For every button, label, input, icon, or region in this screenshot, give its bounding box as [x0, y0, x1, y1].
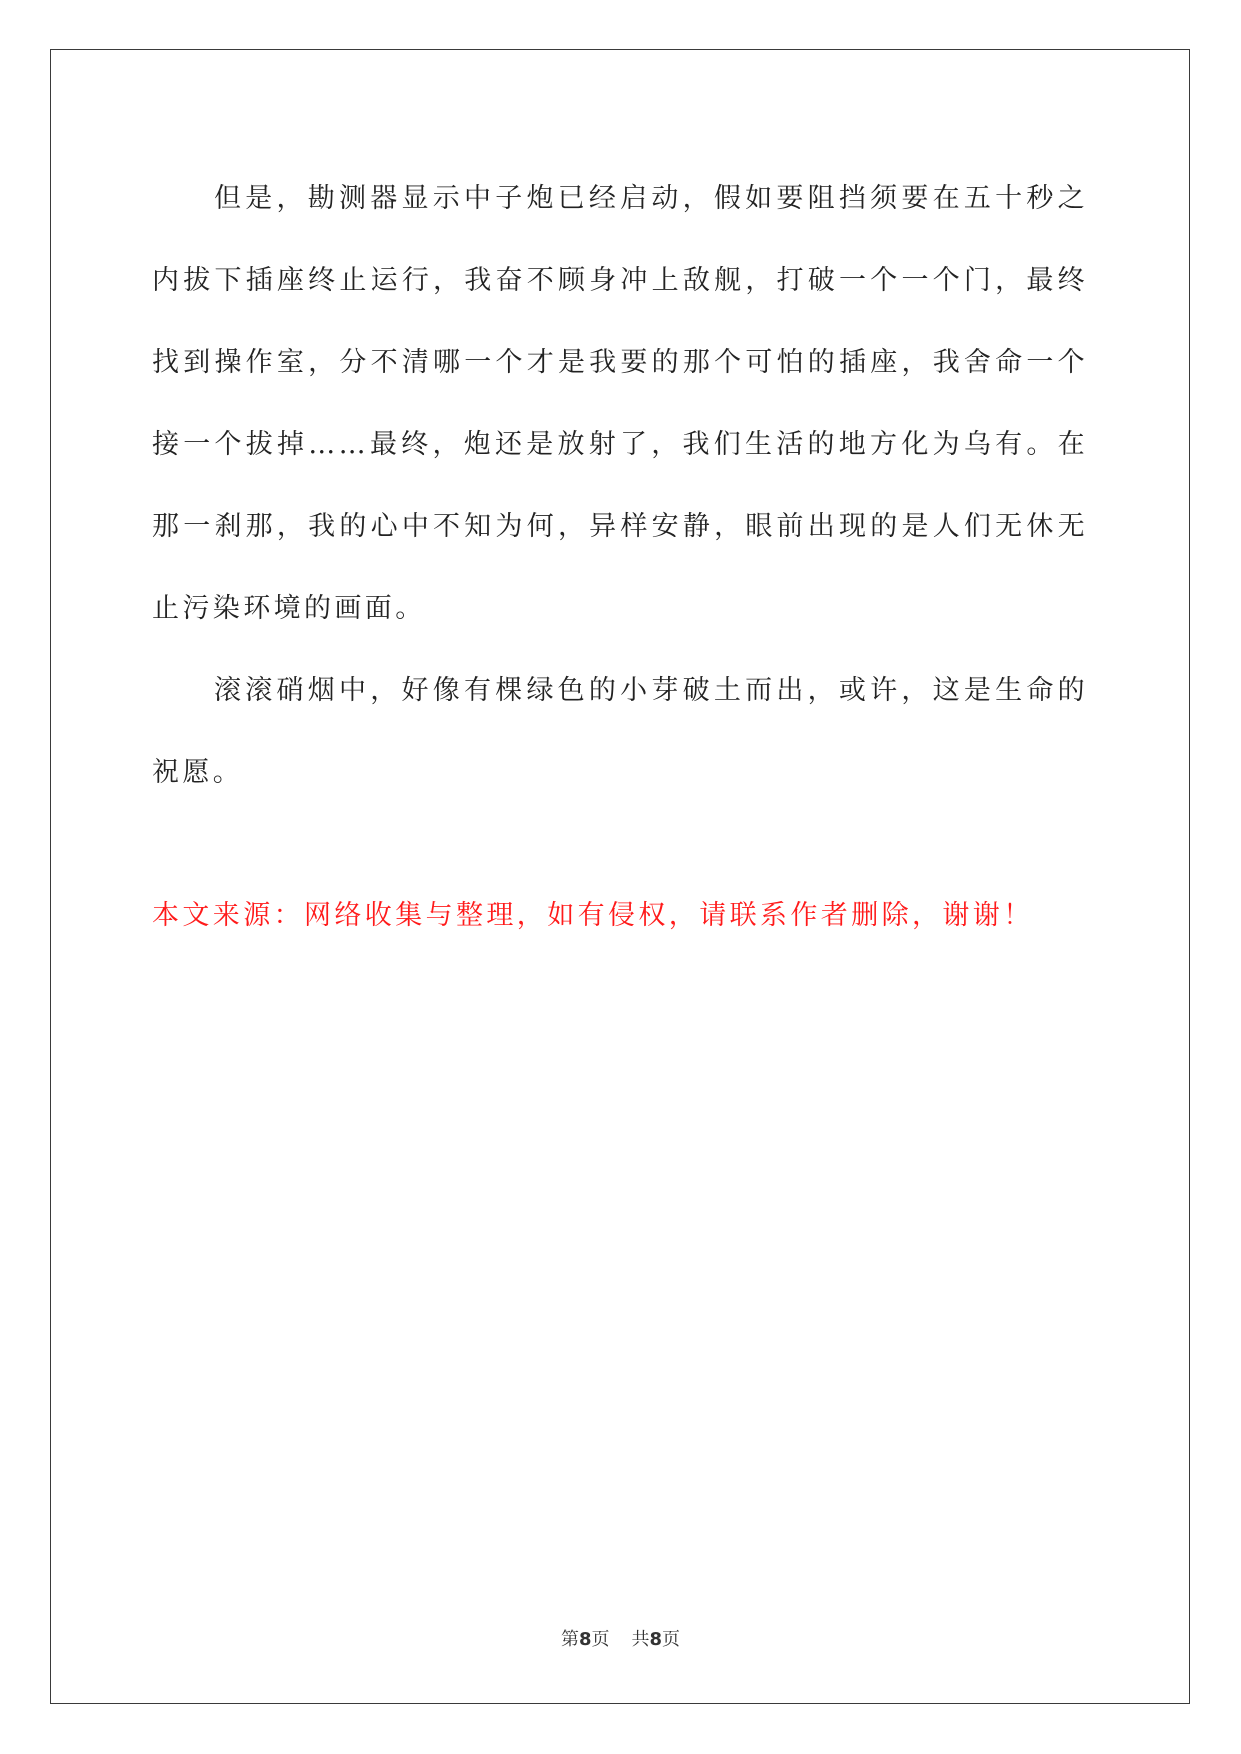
document-body [152, 158, 1088, 814]
paragraph: 滚滚硝烟中，好像有棵绿色的小芽破土而出，或许，这是生命的祝愿。 [152, 675, 1088, 788]
total-prefix: 共 [631, 1629, 650, 1650]
total-pages: 8 [649, 1629, 663, 1650]
page-footer [0, 1625, 1241, 1651]
page-number: 8 [578, 1629, 592, 1650]
total-suffix: 页 [662, 1629, 681, 1650]
page-suffix: 页 [591, 1629, 610, 1650]
paragraph: 但是，勘测器显示中子炮已经启动，假如要阻挡须要在五十秒之内拔下插座终止运行，我奋不顾身冲上敌舰，打破一个一个门，最终找到操作室，分不清哪一个才是我要的那个可怕的插座，我舍命一个接一个拔掉……最终，炮还是放射了，我们生活的地方化为乌有。在那一刹那，我的心中不知为何，异样安静，眼前出现的是人们无休无止污染环境的画面。 [152, 183, 1088, 624]
source-note: 本文来源：网络收集与整理，如有侵权，请联系作者删除，谢谢！ [152, 900, 1034, 931]
page-prefix: 第 [560, 1629, 579, 1650]
